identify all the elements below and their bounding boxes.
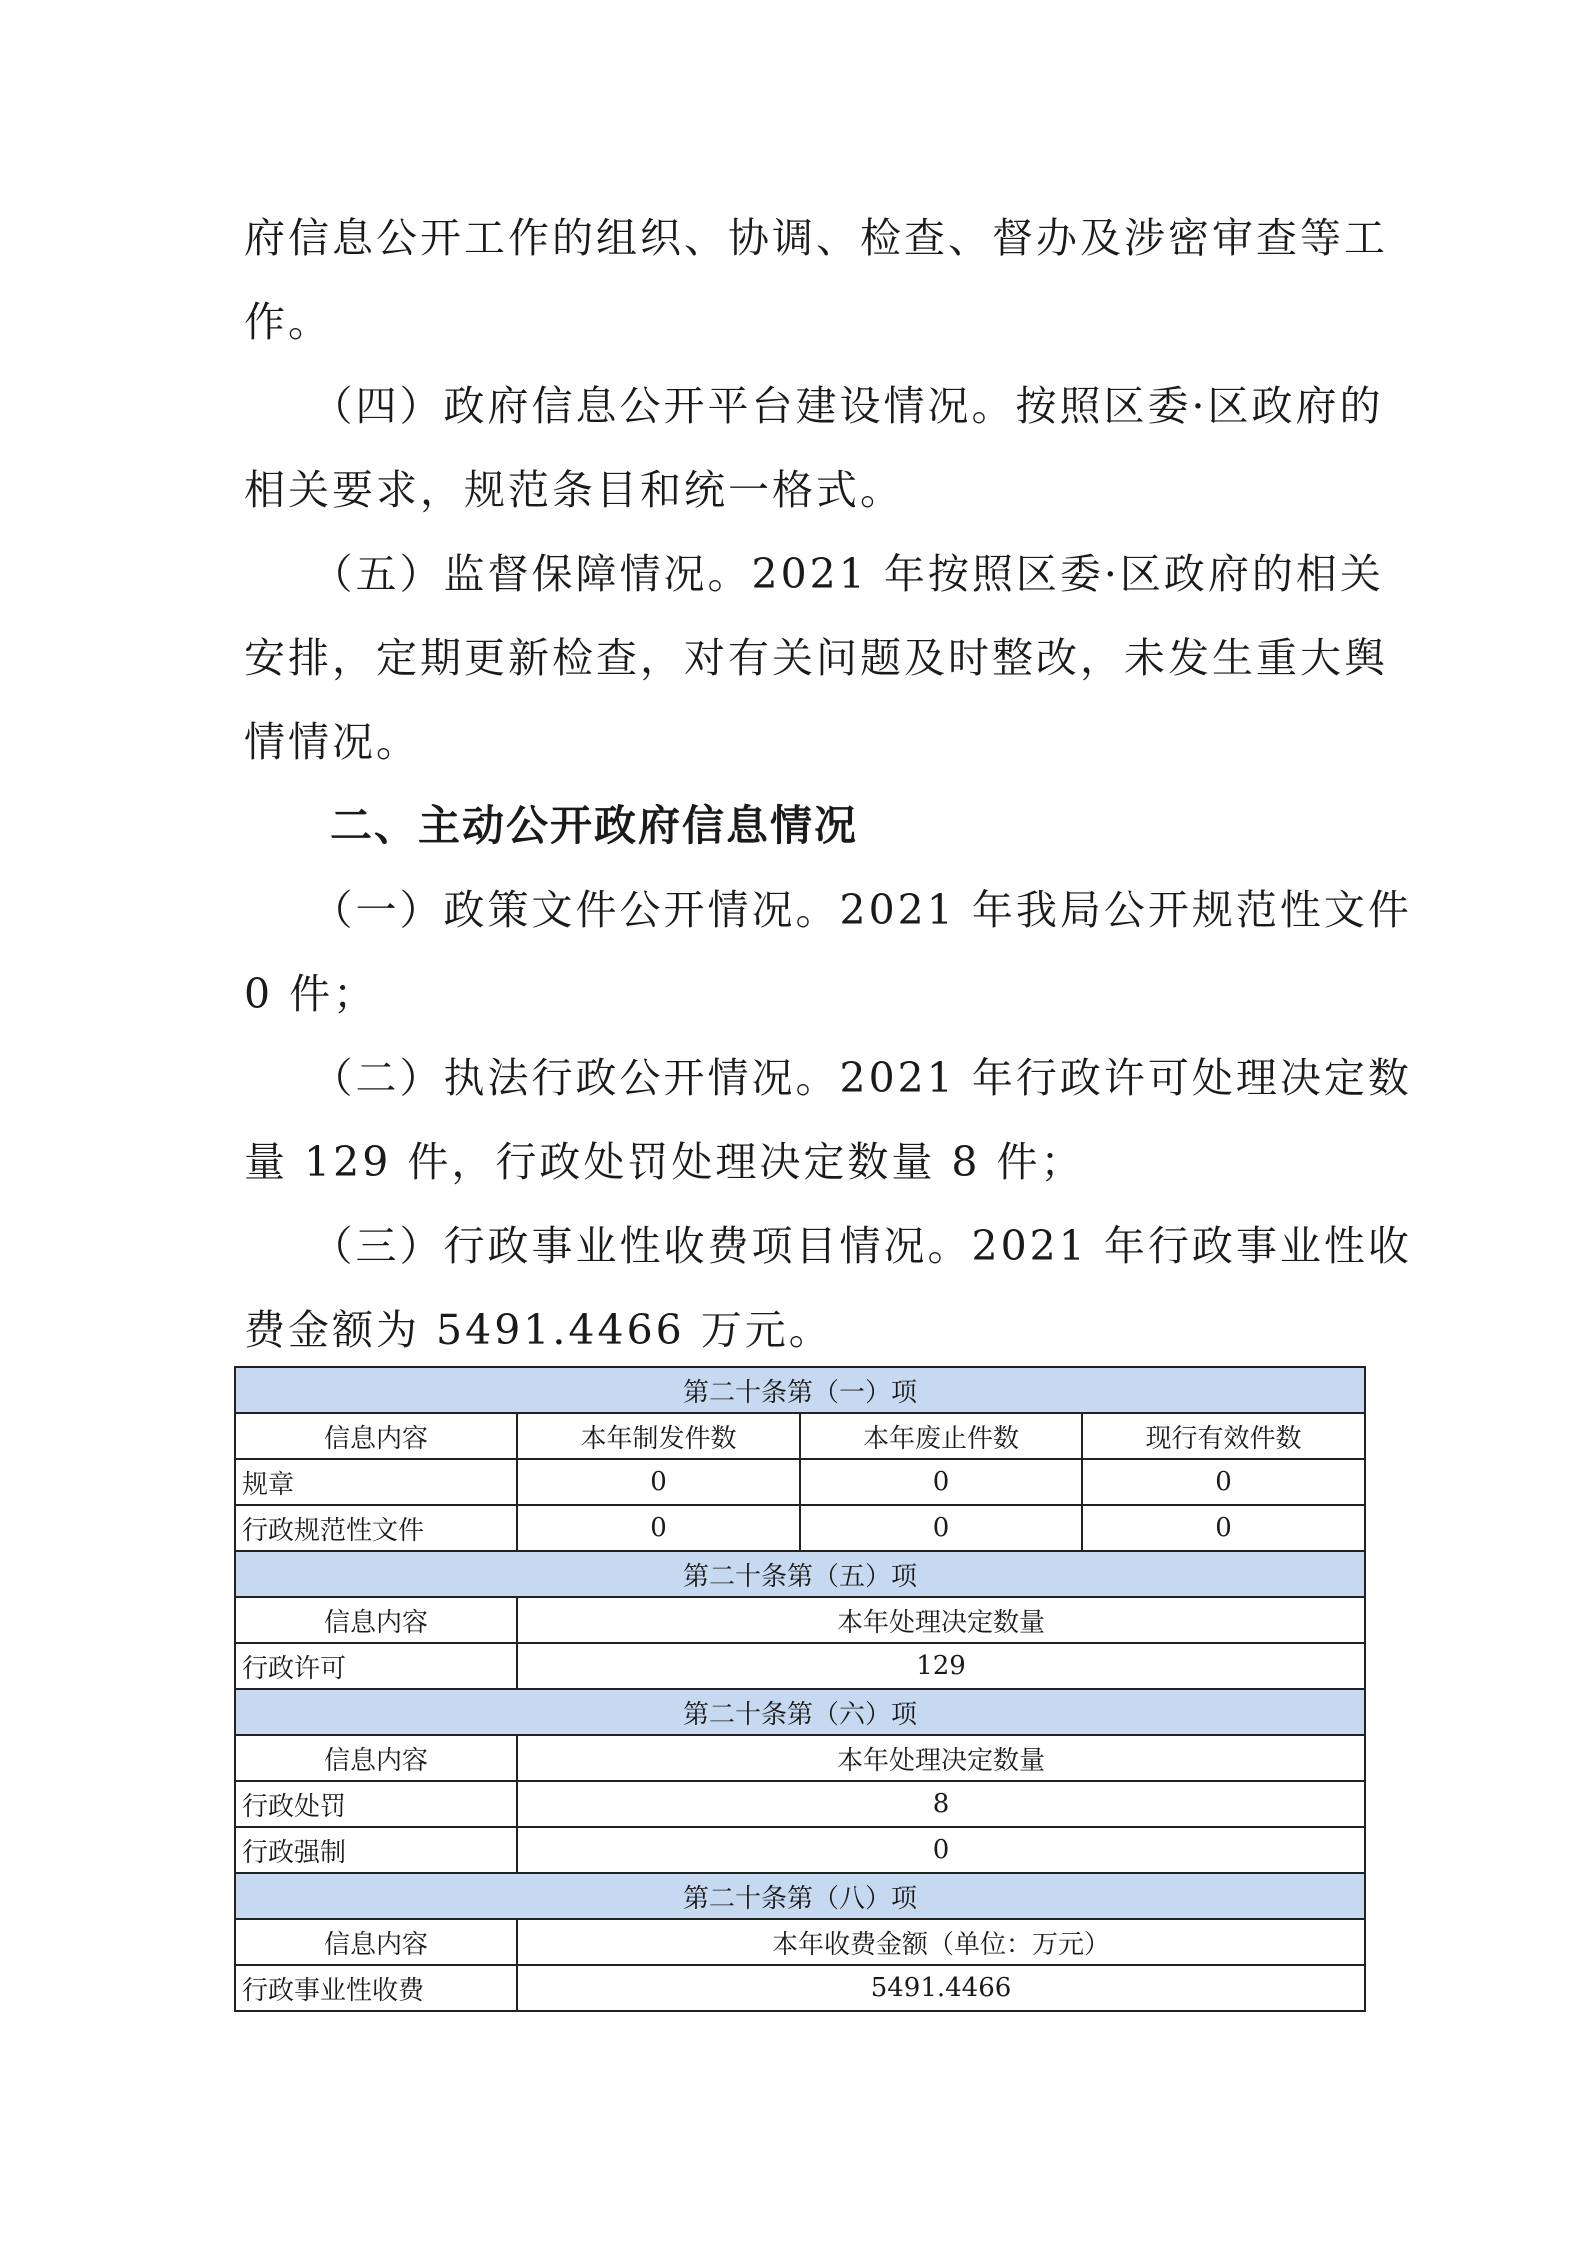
column-header: 现行有效件数 — [1082, 1413, 1365, 1459]
column-header: 信息内容 — [235, 1597, 517, 1643]
table-cell: 0 — [517, 1827, 1365, 1873]
row-label: 行政规范性文件 — [235, 1505, 517, 1551]
table-cell: 0 — [1082, 1505, 1365, 1551]
table-row — [235, 1827, 1365, 1873]
table-row — [235, 1781, 1365, 1827]
table-header-row — [235, 1919, 1365, 1965]
table-row — [235, 1459, 1365, 1505]
text-line: （一）政策文件公开情况。2021 年我局公开规范性文件 — [244, 886, 1412, 934]
section-header-row — [235, 1689, 1365, 1735]
column-header: 信息内容 — [235, 1919, 517, 1965]
disclosure-table — [234, 1366, 1366, 2012]
section-title: 第二十条第（八）项 — [235, 1873, 1365, 1919]
section-heading: 二、主动公开政府信息情况 — [330, 801, 859, 850]
text-line: 相关要求，规范条目和统一格式。 — [244, 466, 904, 514]
section-header-row — [235, 1551, 1365, 1597]
table-cell: 129 — [517, 1643, 1365, 1689]
column-header: 本年收费金额（单位：万元） — [517, 1919, 1365, 1965]
column-header: 本年制发件数 — [517, 1413, 800, 1459]
paragraph-policy-files — [244, 868, 1412, 1036]
paragraph-fees — [244, 1204, 1412, 1372]
row-label: 行政许可 — [235, 1643, 517, 1689]
column-header: 信息内容 — [235, 1735, 517, 1781]
section-title: 第二十条第（六）项 — [235, 1689, 1365, 1735]
table-cell: 0 — [1082, 1459, 1365, 1505]
text-line: 情情况。 — [244, 718, 420, 766]
text-line: （二）执法行政公开情况。2021 年行政许可处理决定数 — [244, 1054, 1412, 1102]
table-cell: 5491.4466 — [517, 1965, 1365, 2011]
column-header: 本年处理决定数量 — [517, 1735, 1365, 1781]
text-line: （三）行政事业性收费项目情况。2021 年行政事业性收 — [244, 1222, 1412, 1270]
table-header-row — [235, 1413, 1365, 1459]
section-header-row — [235, 1367, 1365, 1413]
section-title: 第二十条第（五）项 — [235, 1551, 1365, 1597]
table-row — [235, 1505, 1365, 1551]
table-header-row — [235, 1735, 1365, 1781]
table-row — [235, 1643, 1365, 1689]
table-cell: 0 — [517, 1505, 800, 1551]
text-line: 费金额为 5491.4466 万元。 — [244, 1306, 833, 1354]
table-row — [235, 1965, 1365, 2011]
row-label: 规章 — [235, 1459, 517, 1505]
text-line: 0 件； — [244, 970, 378, 1018]
column-header: 本年处理决定数量 — [517, 1597, 1365, 1643]
text-line: 作。 — [244, 298, 332, 346]
text-line: 府信息公开工作的组织、协调、检查、督办及涉密审查等工 — [244, 214, 1388, 262]
column-header: 本年废止件数 — [800, 1413, 1082, 1459]
paragraph-supervision — [244, 532, 1388, 784]
text-line: （五）监督保障情况。2021 年按照区委·区政府的相关 — [244, 550, 1384, 598]
text-line: 量 129 件，行政处罚处理决定数量 8 件； — [244, 1138, 1085, 1186]
table-cell: 0 — [517, 1459, 800, 1505]
section-header-row — [235, 1873, 1365, 1919]
table-cell: 0 — [800, 1505, 1082, 1551]
row-label: 行政事业性收费 — [235, 1965, 517, 2011]
paragraph-org-work — [244, 196, 1388, 364]
column-header: 信息内容 — [235, 1413, 517, 1459]
text-line: 安排，定期更新检查，对有关问题及时整改，未发生重大舆 — [244, 634, 1388, 682]
text-line: （四）政府信息公开平台建设情况。按照区委·区政府的 — [244, 382, 1384, 430]
section-title: 第二十条第（一）项 — [235, 1367, 1365, 1413]
row-label: 行政强制 — [235, 1827, 517, 1873]
table-header-row — [235, 1597, 1365, 1643]
paragraph-law-enforcement — [244, 1036, 1412, 1204]
row-label: 行政处罚 — [235, 1781, 517, 1827]
table-cell: 8 — [517, 1781, 1365, 1827]
paragraph-platform-construction — [244, 364, 1384, 532]
table-cell: 0 — [800, 1459, 1082, 1505]
